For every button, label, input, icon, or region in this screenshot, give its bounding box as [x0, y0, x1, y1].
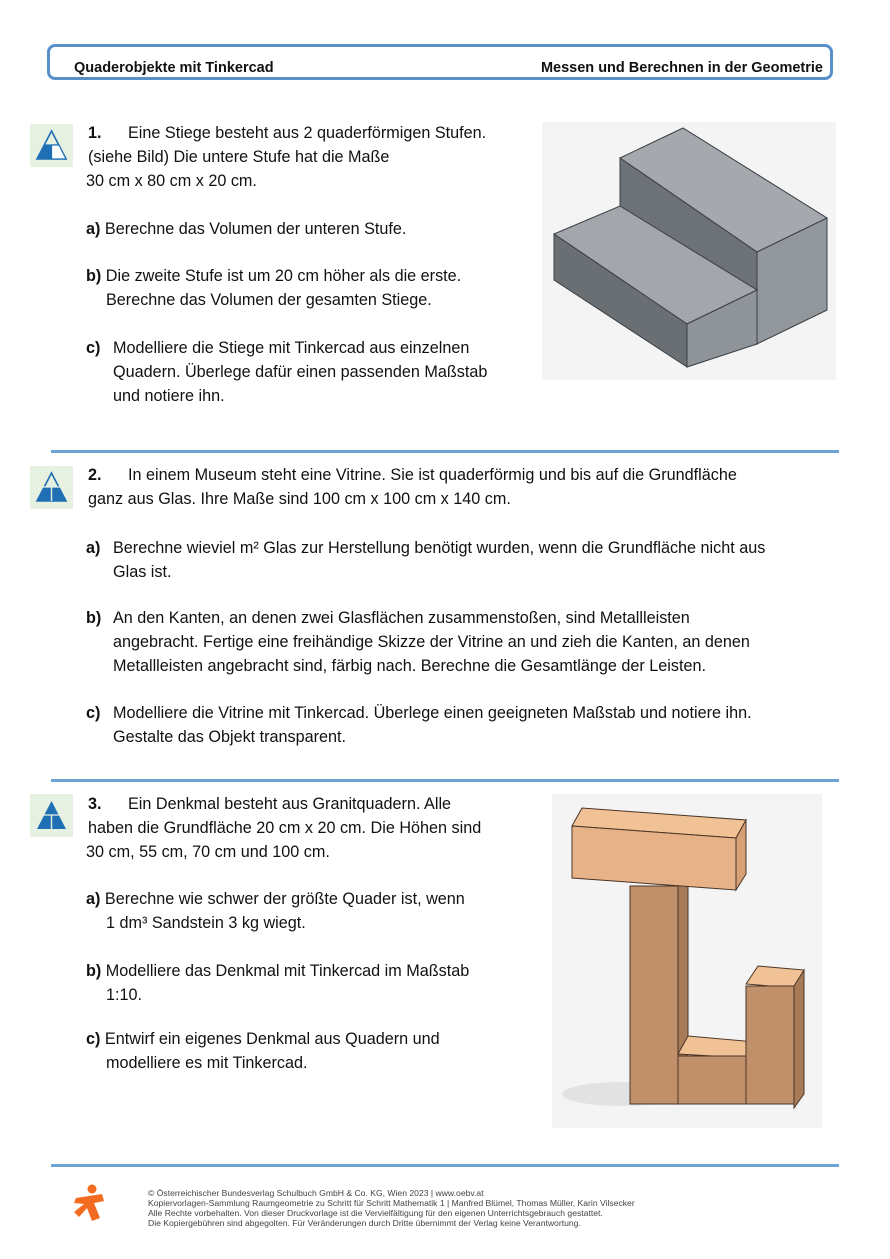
- task-1-intro-line-3: 30 cm x 80 cm x 20 cm.: [86, 172, 257, 190]
- monument-figure: [552, 794, 822, 1128]
- task-1b-line-1: b) Die zweite Stufe ist um 20 cm höher als die erste.: [86, 267, 462, 285]
- task-3a-line-2: 1 dm³ Sandstein 3 kg wiegt.: [106, 914, 306, 932]
- task-3b-line-2: 1:10.: [106, 986, 143, 1004]
- task-3-intro-line-2: haben die Grundfläche 20 cm x 20 cm. Die Höhen sind: [88, 819, 482, 837]
- task-3c-line-1: c) Entwirf ein eigenes Denkmal aus Quadern und: [86, 1030, 440, 1048]
- task-3c-line-2: modelliere es mit Tinkercad.: [106, 1054, 308, 1072]
- difficulty-level-1-icon: [30, 124, 73, 167]
- task-1b-line-2: Berechne das Volumen der gesamten Stiege.: [106, 291, 432, 309]
- task-3-number: 3.: [88, 795, 102, 813]
- task-1-number: 1.: [88, 124, 102, 142]
- task-2-intro-line-1: 2. In einem Museum steht eine Vitrine. Sie ist quaderförmig und bis auf die Grundfläche: [88, 463, 737, 487]
- task-1-intro-line-1: 1. Eine Stiege besteht aus 2 quaderförmigen Stufen.: [88, 121, 486, 145]
- stair-figure: [542, 122, 836, 380]
- task-2c: c) Modelliere die Vitrine mit Tinkercad. Überlege einen geeigneten Maßstab und notiere ihn. Gestalte das Objekt transparent.: [86, 704, 752, 746]
- section-divider-3: [51, 1164, 839, 1167]
- task-3-intro-line-1: 3. Ein Denkmal besteht aus Granitquadern. Alle: [88, 792, 451, 816]
- header-title: Quaderobjekte mit Tinkercad: [74, 60, 274, 76]
- task-2-number: 2.: [88, 466, 102, 484]
- task-1c: c) Modelliere die Stiege mit Tinkercad aus einzelnen Quadern. Überlege dafür einen passenden Maßstab und notiere ihn.: [86, 339, 488, 405]
- difficulty-level-3-icon: [30, 794, 73, 837]
- difficulty-level-2-icon: [30, 466, 73, 509]
- copyright-notice: © Österreichischer Bundesverlag Schulbuch GmbH & Co. KG, Wien 2023 | www.oebv.at Kopiervorlagen-Sammlung Raumgeometrie zu Schritt für Schritt Mathematik 1 | Manfred Blümel, Thomas Müller, Karin Vilsecker Alle Rechte vorbehalten. Von dieser Druckvorlage ist die Vervielfältigung für den eigenen Unterrichtsgebrauch gestattet. Die Kopiergebühren sind abgegolten. Für Veränderungen durch Dritte übernimmt der Verlag keine Verantwortung.: [148, 1188, 635, 1228]
- header-subject: Messen und Berechnen in der Geometrie: [540, 60, 823, 76]
- publisher-logo-icon: [70, 1184, 110, 1224]
- section-divider-2: [51, 779, 839, 782]
- task-3-intro-line-3: 30 cm, 55 cm, 70 cm und 100 cm.: [86, 843, 330, 861]
- task-2b: b) An den Kanten, an denen zwei Glasflächen zusammenstoßen, sind Metallleisten angebracht. Fertige eine freihändige Skizze der Vitrine an und zieh die Kanten, an denen Metallleisten angebracht sind, färbig nach. Berechne die Gesamtlänge der Leisten.: [86, 609, 750, 675]
- section-divider-1: [51, 450, 839, 453]
- task-1a: a) Berechne das Volumen der unteren Stufe.: [86, 220, 407, 238]
- task-2-intro-line-2: ganz aus Glas. Ihre Maße sind 100 cm x 100 cm x 140 cm.: [88, 490, 511, 508]
- page-header: [47, 44, 833, 80]
- task-2a: a) Berechne wieviel m² Glas zur Herstellung benötigt wurden, wenn die Grundfläche nicht aus Glas ist.: [86, 539, 766, 581]
- task-1-intro-line-2: (siehe Bild) Die untere Stufe hat die Maße: [88, 148, 390, 166]
- task-3b-line-1: b) Modelliere das Denkmal mit Tinkercad im Maßstab: [86, 962, 470, 980]
- task-3a-line-1: a) Berechne wie schwer der größte Quader ist, wenn: [86, 890, 465, 908]
